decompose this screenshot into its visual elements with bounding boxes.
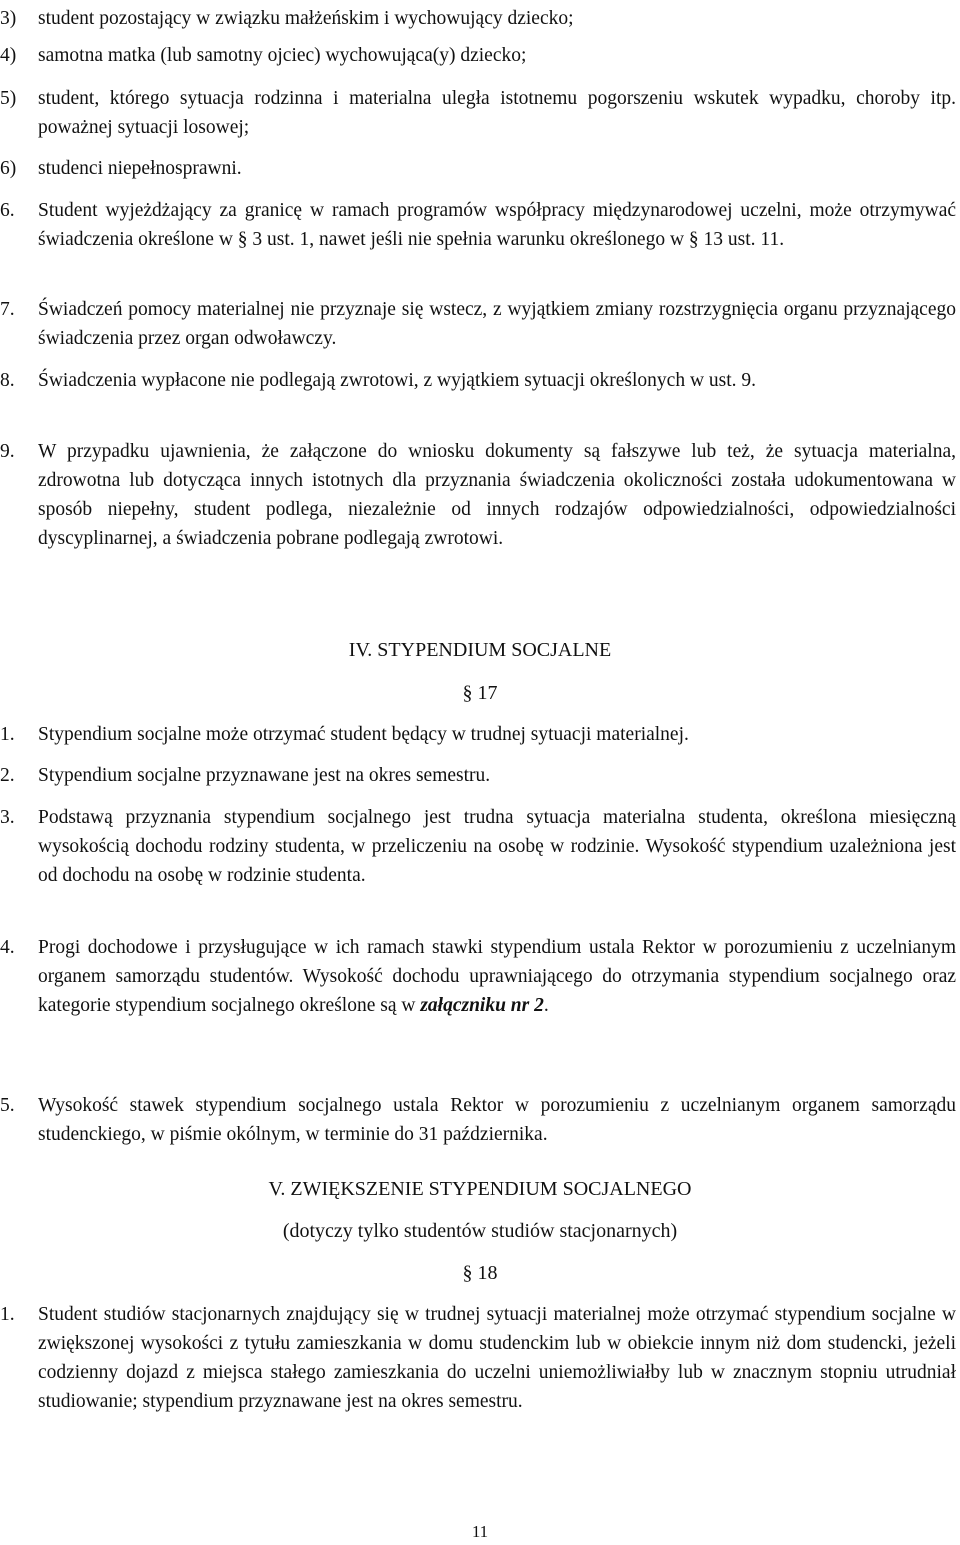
paragraph-text-tail: . xyxy=(543,995,549,1016)
paragraph-text: Stypendium socjalne może otrzymać student będący w trudnej sytuacji materialnej. xyxy=(38,724,689,745)
paragraph-mark: § 18 xyxy=(462,1262,498,1284)
list-item xyxy=(0,154,956,183)
numbered-paragraph xyxy=(0,761,956,790)
page-number: 11 xyxy=(471,1522,489,1541)
paragraph-text: W przypadku ujawnienia, że załączone do wniosku dokumenty są fałszywe lub też, że sytuacja materialna, zdrowotna lub dotycząca innych istotnych dla przyznania świadczenia okoliczności została udokumentowana w sposób niepełny, student podlega, niezależnie od innych rodzajów odpowiedzialności, odpowiedzialności dyscyplinarnej, a świadczenia pobrane podlegają zwrotowi. xyxy=(38,441,956,549)
paragraph-number: 4. xyxy=(0,937,15,958)
list-item-number: 5) xyxy=(0,88,17,109)
list-item-text: student, którego sytuacja rodzinna i materialna uległa istotnemu pogorszeniu wskutek wypadku, choroby itp. poważnej sytuacji losowej; xyxy=(38,88,956,138)
paragraph-number: 9. xyxy=(0,441,15,462)
list-item-number: 4) xyxy=(0,45,17,66)
section-heading: V. ZWIĘKSZENIE STYPENDIUM SOCJALNEGO xyxy=(268,1178,692,1200)
paragraph-number: 1. xyxy=(0,1304,15,1325)
list-item-text: student pozostający w związku małżeńskim i wychowujący dziecko; xyxy=(38,8,574,29)
list-item-number: 6) xyxy=(0,158,17,179)
numbered-paragraph xyxy=(0,437,956,553)
list-item-text: samotna matka (lub samotny ojciec) wychowująca(y) dziecko; xyxy=(38,45,527,66)
paragraph-text: Podstawą przyznania stypendium socjalnego jest trudna sytuacja materialna studenta, określona miesięczną wysokością dochodu rodziny studenta, w przeliczeniu na osobę w rodzinie. Wysokość stypendium uzależniona jest od dochodu na osobę w rodzinie studenta. xyxy=(38,807,956,886)
numbered-paragraph xyxy=(0,366,956,395)
paragraph-text: Stypendium socjalne przyznawane jest na okres semestru. xyxy=(38,765,491,786)
numbered-paragraph xyxy=(0,933,956,1020)
section-heading: IV. STYPENDIUM SOCJALNE xyxy=(348,639,612,661)
paragraph-text-main: Progi dochodowe i przysługujące w ich ramach stawki stypendium ustala Rektor w porozumieniu z uczelnianym organem samorządu studentów. Wysokość dochodu uprawniającego do otrzymania stypendium socjalnego oraz kategorie stypendium socjalnego określone są w xyxy=(38,937,956,1016)
paragraph-number: 1. xyxy=(0,724,15,745)
paragraph-text: Świadczeń pomocy materialnej nie przyznaje się wstecz, z wyjątkiem zmiany rozstrzygnięcia organu przyznającego świadczenia przez organ odwoławczy. xyxy=(38,299,956,349)
paragraph-text: Wysokość stawek stypendium socjalnego ustala Rektor w porozumieniu z uczelnianym organem samorządu studenckiego, w piśmie okólnym, w terminie do 31 października. xyxy=(38,1095,956,1145)
numbered-paragraph xyxy=(0,720,956,749)
paragraph-text: Student studiów stacjonarnych znajdujący się w trudnej sytuacji materialnej może otrzymać stypendium socjalne w zwiększonej wysokości z tytułu zamieszkania w domu studenckim lub w obiekcie innym niż dom studencki, jeżeli codzienny dojazd z miejsca stałego zamieszkania do uczelni uniemożliwiałby lub w znacznym stopniu utrudniał studiowanie; stypendium przyznawane jest na okres semestru. xyxy=(38,1304,956,1412)
paragraph-number: 5. xyxy=(0,1095,15,1116)
list-item xyxy=(0,41,956,70)
attachment-reference: załączniku nr 2 xyxy=(420,995,544,1016)
numbered-paragraph xyxy=(0,295,956,353)
paragraph-number: 8. xyxy=(0,370,15,391)
paragraph-text: Student wyjeżdżający za granicę w ramach programów współpracy międzynarodowej uczelni, może otrzymywać świadczenia określone w § 3 ust. 1, nawet jeśli nie spełnia warunku określonego w § 13 ust. 11. xyxy=(38,200,956,250)
paragraph-number: 3. xyxy=(0,807,15,828)
list-item-text: studenci niepełnosprawni. xyxy=(38,158,242,179)
paragraph-number: 6. xyxy=(0,200,15,221)
paragraph-text: Świadczenia wypłacone nie podlegają zwrotowi, z wyjątkiem sytuacji określonych w ust. 9. xyxy=(38,370,757,391)
paragraph-number: 7. xyxy=(0,299,15,320)
list-item-number: 3) xyxy=(0,8,17,29)
list-item xyxy=(0,4,956,33)
numbered-paragraph xyxy=(0,196,956,254)
list-item xyxy=(0,84,956,142)
numbered-paragraph xyxy=(0,1300,956,1416)
section-subheading: (dotyczy tylko studentów studiów stacjonarnych) xyxy=(282,1220,678,1242)
paragraph-text xyxy=(38,933,956,1020)
paragraph-mark: § 17 xyxy=(462,682,498,704)
numbered-paragraph xyxy=(0,803,956,890)
paragraph-number: 2. xyxy=(0,765,15,786)
numbered-paragraph xyxy=(0,1091,956,1149)
